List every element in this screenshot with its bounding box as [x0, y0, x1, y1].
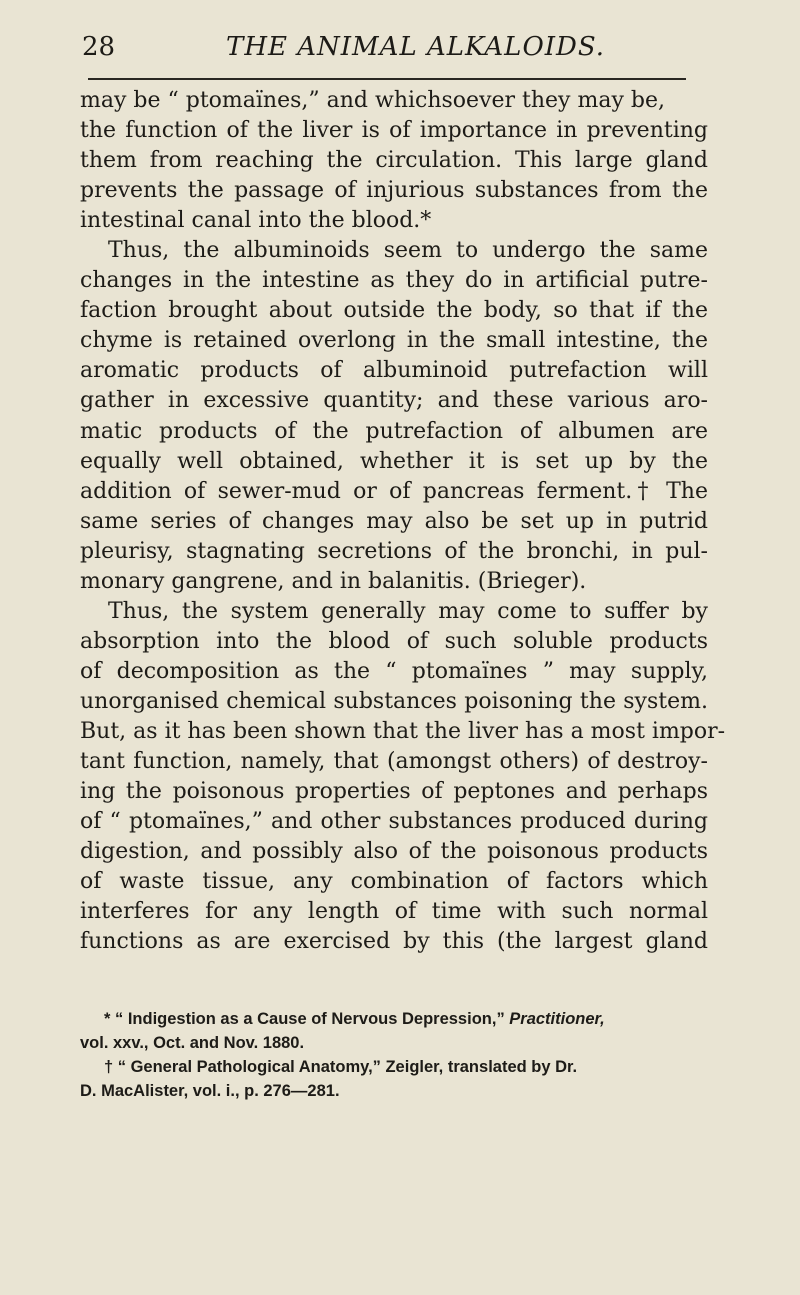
page-header: [0, 20, 800, 80]
header-rule: [88, 78, 686, 80]
text-line: Thus, the albuminoids seem to undergo the same: [108, 238, 708, 264]
footnote-1: [80, 1007, 708, 1031]
text-line: faction brought about outside the body, so that if the: [80, 298, 708, 324]
footnote-1-journal: Practitioner,: [509, 1010, 605, 1028]
text-line: same series of changes may also be set up in putrid: [80, 508, 708, 534]
text-line: unorganised chemical substances poisoning the system.: [80, 688, 708, 714]
text-line: addition of sewer-mud or of pancreas ferment.† The: [80, 478, 708, 504]
footnote-2: † “ General Pathological Anatomy,” Zeigler, translated by Dr.: [104, 1058, 578, 1076]
text-line: interferes for any length of time with such normal: [80, 899, 708, 925]
text-line: may be “ ptomaïnes,” and whichsoever they may be,: [80, 88, 665, 113]
page-number: 28: [82, 32, 116, 62]
text-line: aromatic products of albuminoid putrefaction will: [80, 358, 708, 384]
text-line: matic products of the putrefaction of albumen are: [80, 418, 708, 444]
text-line: monary gangrene, and in balanitis. (Brieger).: [80, 568, 587, 594]
text-line: of “ ptomaïnes,” and other substances produced during: [80, 809, 708, 835]
text-line: prevents the passage of injurious substances from the: [80, 178, 708, 204]
text-line: changes in the intestine as they do in artificial putre-: [80, 268, 708, 294]
text-line: equally well obtained, whether it is set up by the: [80, 448, 708, 474]
text-line: pleurisy, stagnating secretions of the bronchi, in pul-: [80, 538, 708, 564]
text-line: absorption into the blood of such soluble products: [80, 628, 708, 654]
footnotes: [80, 1007, 708, 1103]
text-line: ing the poisonous properties of peptones and perhaps: [80, 779, 708, 805]
text-line: of waste tissue, any combination of factors which: [80, 869, 708, 895]
text-line: chyme is retained overlong in the small intestine, the: [80, 328, 708, 354]
text-line: Thus, the system generally may come to suffer by: [108, 598, 708, 624]
text-line: intestinal canal into the blood.*: [80, 208, 432, 234]
body-text: [80, 86, 726, 957]
text-line: them from reaching the circulation. This large gland: [80, 148, 708, 174]
text-line: But, as it has been shown that the liver has a most impor-: [80, 718, 726, 744]
text-line: functions as are exercised by this (the largest gland: [80, 929, 708, 955]
text-line: gather in excessive quantity; and these various aro-: [80, 388, 708, 414]
text-line: digestion, and possibly also of the poisonous products: [80, 839, 708, 865]
text-line: of decomposition as the “ ptomaïnes ” may supply,: [80, 658, 708, 684]
footnote-1-continuation: vol. xxv., Oct. and Nov. 1880.: [80, 1034, 305, 1052]
text-line: the function of the liver is of importance in preventing: [80, 118, 708, 144]
running-title: THE ANIMAL ALKALOIDS.: [226, 32, 606, 62]
footnote-1-text: * “ Indigestion as a Cause of Nervous Depression,”: [104, 1010, 510, 1028]
text-line: tant function, namely, that (amongst others) of destroy-: [80, 749, 708, 775]
footnote-2-continuation: D. MacAlister, vol. i., p. 276—281.: [80, 1082, 340, 1100]
